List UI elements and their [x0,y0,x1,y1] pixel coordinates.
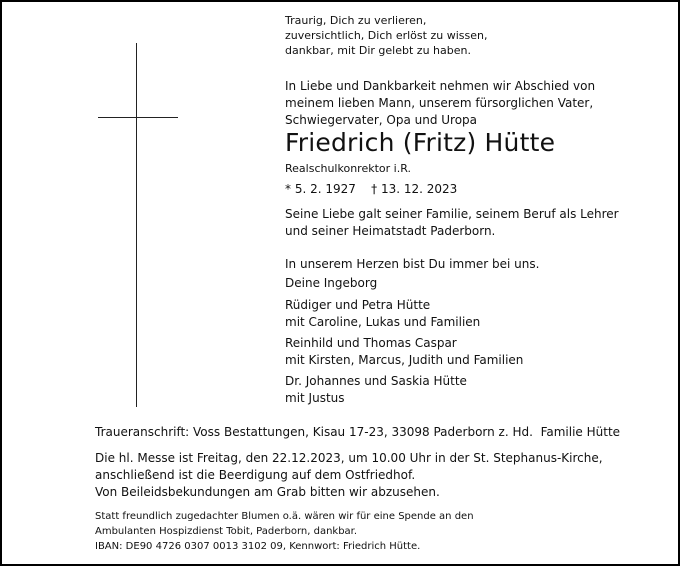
family-member: Reinhild und Thomas Caspar [285,336,457,350]
family-member-detail: mit Justus [285,391,345,405]
poem-line: Traurig, Dich zu verlieren, [285,14,427,27]
family-member: Dr. Johannes und Saskia Hütte [285,374,467,388]
service-line: anschließend ist die Beerdigung auf dem Ostfriedhof. [95,468,416,482]
donation-line: Ambulanten Hospizdienst Tobit, Paderborn, dankbar. [95,526,358,537]
poem-line: dankbar, mit Dir gelebt zu haben. [285,44,471,57]
intro-line: Schwiegervater, Opa und Uropa [285,113,478,127]
family-member: Deine Ingeborg [285,276,378,290]
deceased-title: Realschulkonrektor i.R. [285,162,411,175]
life-dates: * 5. 2. 1927 † 13. 12. 2023 [285,182,458,196]
funeral-address: Traueranschrift: Voss Bestattungen, Kisau 17-23, 33098 Paderborn z. Hd. Familie Hütte [95,425,621,439]
poem-line: zuversichtlich, Dich erlöst zu wissen, [285,29,488,42]
tribute-line: und seiner Heimatstadt Paderborn. [285,224,496,238]
cross-icon [136,43,137,407]
family-member-detail: mit Caroline, Lukas und Familien [285,315,481,329]
family-member: Rüdiger und Petra Hütte [285,298,431,312]
service-line: Von Beileidsbekundungen am Grab bitten wir abzusehen. [95,485,440,499]
heart-line: In unserem Herzen bist Du immer bei uns. [285,257,540,271]
intro-line: meinem lieben Mann, unserem fürsorglichen Vater, [285,96,594,110]
service-line: Die hl. Messe ist Freitag, den 22.12.2023, um 10.00 Uhr in der St. Stephanus-Kirche, [95,451,603,465]
donation-line: Statt freundlich zugedachter Blumen o.ä. wären wir für eine Spende an den [95,511,474,522]
donation-line: IBAN: DE90 4726 0307 0013 3102 09, Kennwort: Friedrich Hütte. [95,541,421,552]
intro-line: In Liebe und Dankbarkeit nehmen wir Abschied von [285,79,596,93]
tribute-line: Seine Liebe galt seiner Familie, seinem Beruf als Lehrer [285,207,619,221]
deceased-name: Friedrich (Fritz) Hütte [285,128,556,157]
family-member-detail: mit Kirsten, Marcus, Judith und Familien [285,353,524,367]
cross-icon-bar [98,117,178,118]
